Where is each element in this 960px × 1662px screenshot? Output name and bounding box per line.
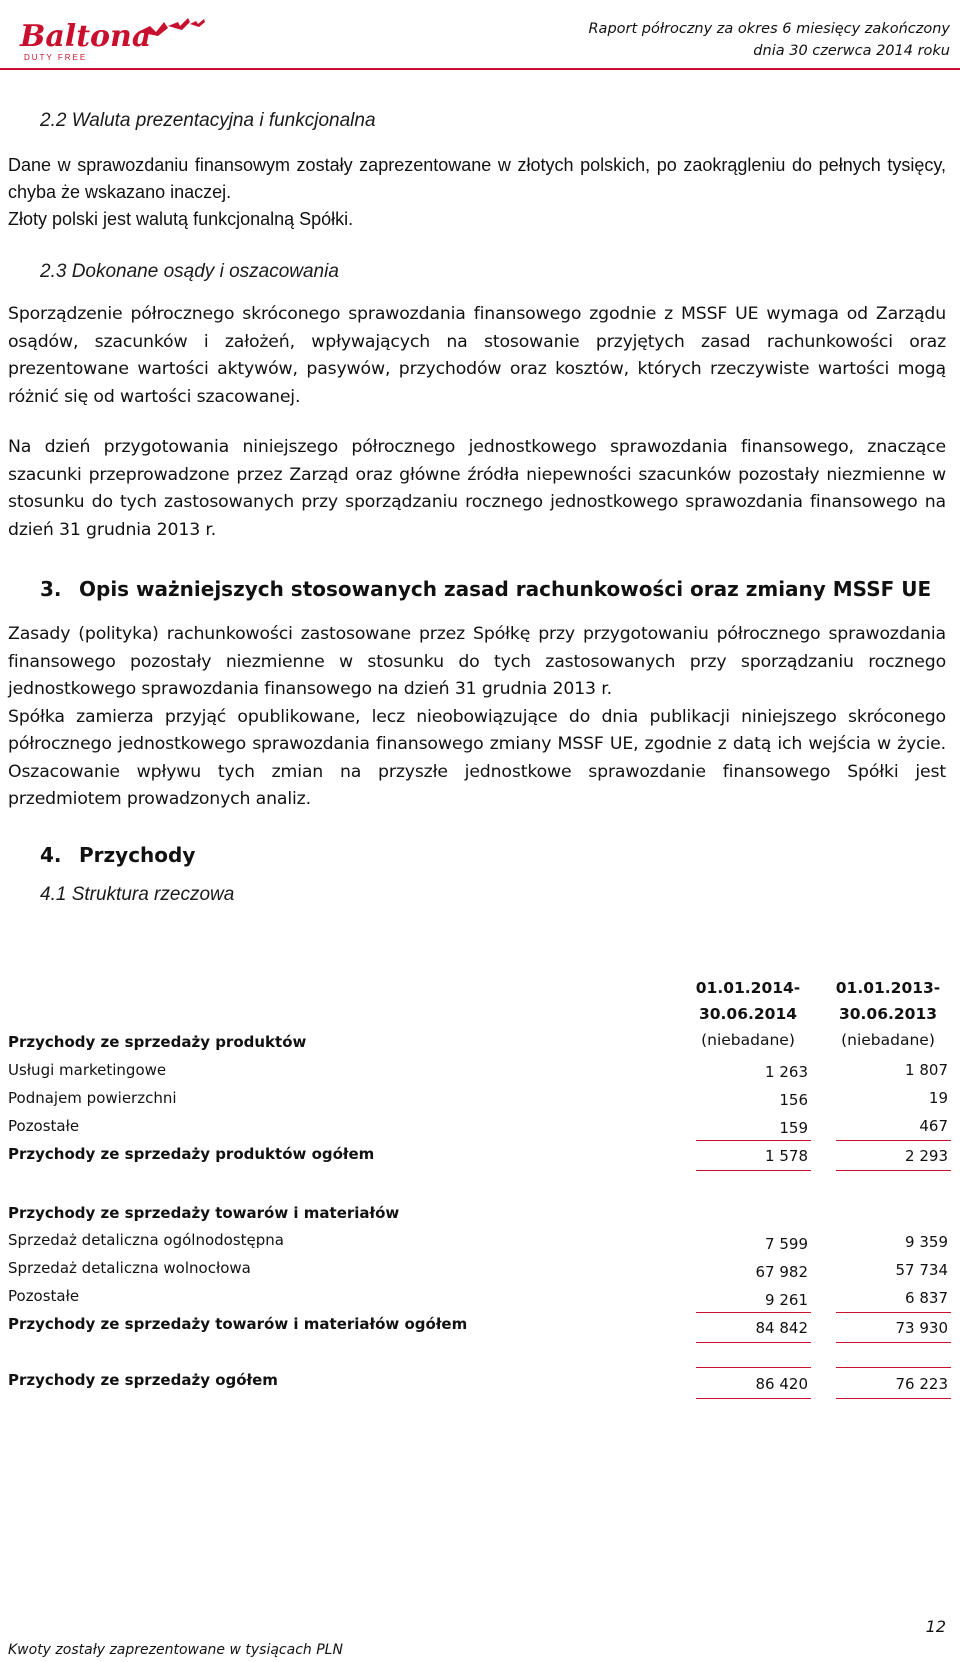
- table-row-label: Sprzedaż detaliczna ogólnodostępna: [8, 1231, 284, 1249]
- svg-text:DUTY FREE: DUTY FREE: [24, 53, 88, 62]
- baltona-logo: [18, 10, 208, 66]
- table-cell-2014: 156: [779, 1091, 808, 1109]
- subtotal-rule: [836, 1140, 951, 1141]
- section-3-number: 3.: [40, 577, 62, 601]
- report-title: [588, 18, 950, 62]
- section-2-2-text-2: Złoty polski jest walutą funkcjonalną Spółki.: [8, 209, 354, 229]
- table-total-label: Przychody ze sprzedaży produktów ogółem: [8, 1145, 375, 1163]
- table-total-2013: 2 293: [905, 1147, 948, 1165]
- table-row-label: Pozostałe: [8, 1117, 80, 1135]
- svg-text:Baltona: Baltona: [20, 19, 152, 54]
- table-row-label: Usługi marketingowe: [8, 1061, 167, 1079]
- grand-total-label: Przychody ze sprzedaży ogółem: [8, 1371, 278, 1389]
- table-cell-2013: 19: [928, 1089, 948, 1107]
- section-4-1-heading: 4.1 Struktura rzeczowa: [40, 884, 235, 905]
- grand-total-2014: 86 420: [755, 1375, 808, 1393]
- column-header-2013: 01.01.2013- 30.06.2013 (niebadane): [835, 979, 941, 1049]
- report-title-line1: Raport półroczny za okres 6 miesięcy zakończony: [588, 21, 950, 37]
- page-number: 12: [925, 1617, 946, 1636]
- table-cell-2014: 67 982: [755, 1263, 808, 1281]
- section-2-3-paragraph-1: Sporządzenie półrocznego skróconego sprawozdania finansowego zgodnie z MSSF UE wymaga od Zarządu osądów, szacunków i założeń, wpływających na stosowanie przyjętych zasad rachunkowości oraz prezentowane wartości aktywów, pasywów, przychodów oraz kosztów, których rzeczywiste wartości mogą różnić się od wartości szacowanej.: [8, 304, 946, 407]
- grand-total-rule-bottom: [696, 1398, 811, 1399]
- table-total-2013: 73 930: [895, 1319, 948, 1337]
- table-cell-2014: 1 263: [765, 1063, 808, 1081]
- table-cell-2013: 1 807: [905, 1061, 948, 1079]
- section-2-2-paragraph: [8, 152, 946, 233]
- report-title-line2: dnia 30 czerwca 2014 roku: [753, 43, 950, 59]
- table-cell-2014: 7 599: [765, 1235, 808, 1253]
- total-rule: [836, 1342, 951, 1343]
- group-title-goods: Przychody ze sprzedaży towarów i materiałów: [8, 1204, 400, 1222]
- grand-total-rule-top: [836, 1367, 951, 1368]
- subtotal-rule: [696, 1312, 811, 1313]
- total-rule: [836, 1170, 951, 1171]
- group-title-products: Przychody ze sprzedaży produktów: [8, 1033, 307, 1051]
- subtotal-rule: [836, 1312, 951, 1313]
- section-2-2-heading: 2.2 Waluta prezentacyjna i funkcjonalna: [40, 110, 376, 131]
- footer-note: Kwoty zostały zaprezentowane w tysiącach PLN: [8, 1642, 343, 1658]
- table-cell-2013: 9 359: [905, 1233, 948, 1251]
- section-3-text-1: Zasady (polityka) rachunkowości zastosowane przez Spółkę przy przygotowaniu półrocznego sprawozdania finansowego pozostały niezmienne w stosunku do tych zastosowanych przy sporządzaniu rocznego jednostkowego sprawozdania finansowego na dzień 31 grudnia 2013 r.: [8, 624, 946, 699]
- table-cell-2013: 6 837: [905, 1289, 948, 1307]
- table-total-2014: 1 578: [765, 1147, 808, 1165]
- grand-total-2013: 76 223: [895, 1375, 948, 1393]
- section-2-2-text-1: Dane w sprawozdaniu finansowym zostały zaprezentowane w złotych polskich, po zaokrągleniu do pełnych tysięcy, chyba że wskazano inaczej.: [8, 155, 946, 202]
- section-2-3-heading: 2.3 Dokonane osądy i oszacowania: [40, 261, 339, 282]
- section-4-number: 4.: [40, 843, 62, 867]
- section-2-3-paragraph-2: Na dzień przygotowania niniejszego półrocznego jednostkowego sprawozdania finansowego, znaczące szacunki przeprowadzone przez Zarząd oraz główne źródła niepewności szacunków pozostały niezmienne w stosunku do tych zastosowanych przy sporządzaniu rocznego jednostkowego sprawozdania finansowego na dzień 31 grudnia 2013 r.: [8, 437, 946, 540]
- table-row-label: Podnajem powierzchni: [8, 1089, 177, 1107]
- column-header-2014: 01.01.2014- 30.06.2014 (niebadane): [695, 979, 801, 1049]
- total-rule: [696, 1342, 811, 1343]
- page-header: [0, 0, 960, 70]
- grand-total-rule-top: [696, 1367, 811, 1368]
- table-total-2014: 84 842: [755, 1319, 808, 1337]
- table-cell-2014: 159: [779, 1119, 808, 1137]
- grand-total-rule-bottom: [836, 1398, 951, 1399]
- subtotal-rule: [696, 1140, 811, 1141]
- table-total-label: Przychody ze sprzedaży towarów i materiałów ogółem: [8, 1315, 468, 1333]
- table-cell-2013: 57 734: [895, 1261, 948, 1279]
- section-3-text-2: Spółka zamierza przyjąć opublikowane, lecz nieobowiązujące do dnia publikacji niniejszego skróconego półrocznego jednostkowego sprawozdania finansowego zmiany MSSF UE, zgodnie z datą ich wejścia w życie. Oszacowanie wpływu tych zmian na przyszłe jednostkowe sprawozdanie finansowego Spółki jest przedmiotem prowadzonych analiz.: [8, 706, 946, 809]
- section-4-heading: Przychody: [79, 843, 196, 867]
- section-3-paragraph: [8, 621, 946, 814]
- total-rule: [696, 1170, 811, 1171]
- header-divider: [0, 68, 960, 70]
- section-3-heading: Opis ważniejszych stosowanych zasad rachunkowości oraz zmiany MSSF UE: [79, 577, 932, 601]
- table-row-label: Sprzedaż detaliczna wolnocłowa: [8, 1259, 251, 1277]
- table-cell-2013: 467: [919, 1117, 948, 1135]
- table-cell-2014: 9 261: [765, 1291, 808, 1309]
- table-row-label: Pozostałe: [8, 1287, 80, 1305]
